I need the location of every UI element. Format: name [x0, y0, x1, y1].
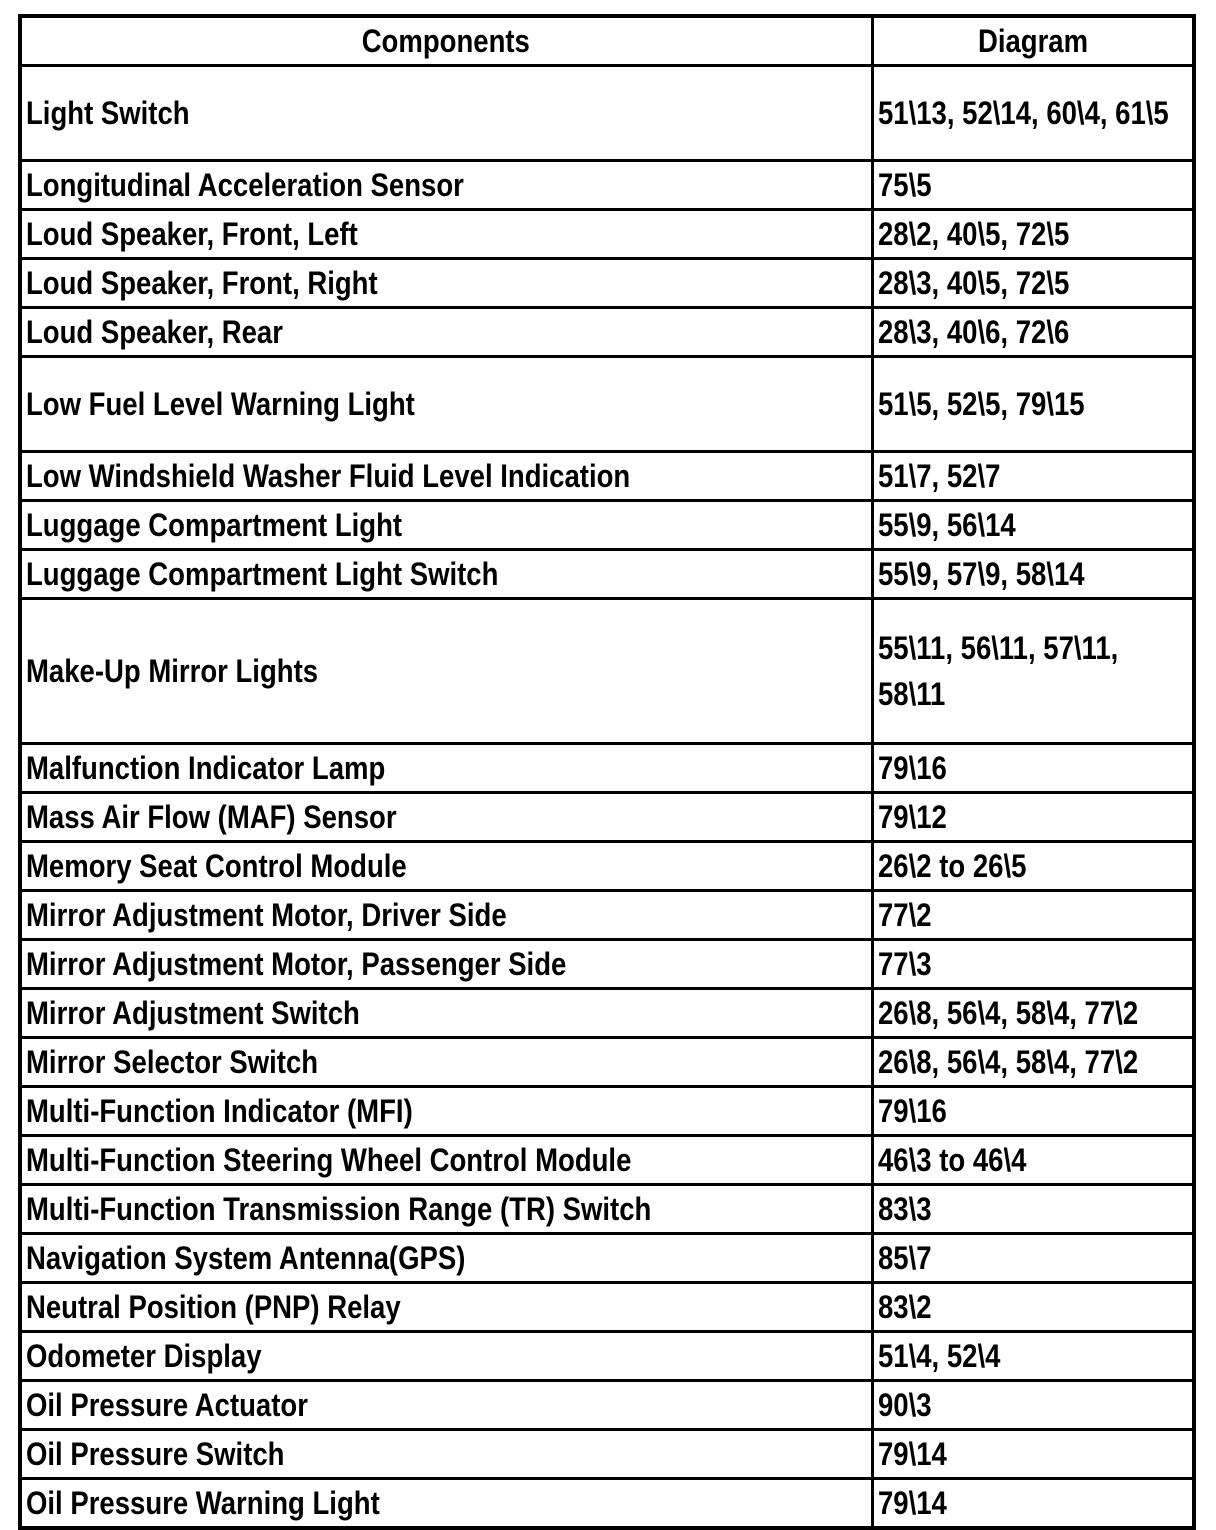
component-name: Oil Pressure Warning Light: [26, 1485, 380, 1521]
diagram-reference: 79\14: [877, 1436, 947, 1472]
diagram-cell: [872, 1038, 1194, 1087]
diagram-reference: 26\2 to 26\5: [877, 848, 1026, 884]
table-row: [20, 1234, 1194, 1283]
component-name: Low Fuel Level Warning Light: [26, 386, 415, 422]
component-cell: [20, 1283, 872, 1332]
diagram-reference: 79\16: [877, 1093, 947, 1129]
component-cell: [20, 1234, 872, 1283]
diagram-reference: 83\3: [877, 1191, 932, 1227]
component-name: Loud Speaker, Front, Right: [26, 265, 378, 301]
diagram-cell: [872, 259, 1194, 308]
table-row: [20, 1381, 1194, 1430]
diagram-reference: 77\3: [877, 946, 932, 982]
component-cell: [20, 891, 872, 940]
component-cell: [20, 1430, 872, 1479]
diagram-reference: 28\3, 40\5, 72\5: [877, 265, 1069, 301]
component-cell: [20, 161, 872, 210]
component-cell: [20, 793, 872, 842]
component-name: Luggage Compartment Light: [26, 507, 403, 543]
component-name: Multi-Function Transmission Range (TR) Switch: [26, 1191, 652, 1227]
component-cell: [20, 550, 872, 599]
table-row: [20, 744, 1194, 793]
diagram-cell: [872, 1185, 1194, 1234]
table-row: [20, 1332, 1194, 1381]
table-row: [20, 842, 1194, 891]
component-name: Multi-Function Indicator (MFI): [26, 1093, 413, 1129]
component-name: Mirror Selector Switch: [26, 1044, 319, 1080]
table-row: [20, 940, 1194, 989]
diagram-reference: 51\7, 52\7: [877, 458, 1000, 494]
table-row: [20, 210, 1194, 259]
table-row: [20, 1185, 1194, 1234]
component-name: Mirror Adjustment Motor, Passenger Side: [26, 946, 567, 982]
component-cell: [20, 1381, 872, 1430]
component-cell: [20, 599, 872, 744]
diagram-cell: [872, 940, 1194, 989]
diagram-reference: 83\2: [877, 1289, 932, 1325]
component-cell: [20, 308, 872, 357]
component-name: Mirror Adjustment Motor, Driver Side: [26, 897, 507, 933]
table-row: [20, 793, 1194, 842]
component-name: Mirror Adjustment Switch: [26, 995, 360, 1031]
diagram-reference: 55\9, 56\14: [877, 507, 1016, 543]
diagram-reference: 51\4, 52\4: [877, 1338, 1000, 1374]
header-diagram: Diagram: [872, 16, 1194, 66]
diagram-cell: [872, 1087, 1194, 1136]
component-cell: [20, 989, 872, 1038]
component-name: Luggage Compartment Light Switch: [26, 556, 499, 592]
component-name: Neutral Position (PNP) Relay: [26, 1289, 401, 1325]
table-row: [20, 1479, 1194, 1529]
diagram-reference: 55\11, 56\11, 57\11, 58\11: [877, 630, 1118, 712]
diagram-cell: [872, 161, 1194, 210]
diagram-reference: 85\7: [877, 1240, 932, 1276]
component-name: Loud Speaker, Rear: [26, 314, 283, 350]
diagram-reference: 90\3: [877, 1387, 932, 1423]
table-row: [20, 1430, 1194, 1479]
table-row: [20, 1038, 1194, 1087]
component-name: Loud Speaker, Front, Left: [26, 216, 358, 252]
table-row: [20, 891, 1194, 940]
component-cell: [20, 259, 872, 308]
component-cell: [20, 1332, 872, 1381]
component-name: Low Windshield Washer Fluid Level Indication: [26, 458, 631, 494]
component-name: Oil Pressure Actuator: [26, 1387, 308, 1423]
table-row: [20, 308, 1194, 357]
table-row: [20, 599, 1194, 744]
diagram-cell: [872, 550, 1194, 599]
table-row: [20, 1283, 1194, 1332]
component-cell: [20, 1038, 872, 1087]
diagram-reference: 28\3, 40\6, 72\6: [877, 314, 1069, 350]
component-cell: [20, 210, 872, 259]
component-name: Navigation System Antenna(GPS): [26, 1240, 466, 1276]
component-name: Mass Air Flow (MAF) Sensor: [26, 799, 397, 835]
table-row: [20, 989, 1194, 1038]
component-cell: [20, 1136, 872, 1185]
diagram-cell: [872, 210, 1194, 259]
diagram-reference: 77\2: [877, 897, 932, 933]
table-row: [20, 452, 1194, 501]
component-cell: [20, 357, 872, 452]
diagram-cell: [872, 744, 1194, 793]
component-cell: [20, 452, 872, 501]
table-row: [20, 550, 1194, 599]
table-row: [20, 259, 1194, 308]
component-name: Oil Pressure Switch: [26, 1436, 285, 1472]
component-name: Light Switch: [26, 95, 190, 131]
table-row: [20, 161, 1194, 210]
component-name: Multi-Function Steering Wheel Control Module: [26, 1142, 632, 1178]
components-diagram-table: [18, 14, 1196, 1530]
diagram-reference: 79\12: [877, 799, 947, 835]
diagram-cell: [872, 599, 1194, 744]
diagram-reference: 75\5: [877, 167, 932, 203]
diagram-cell: [872, 1332, 1194, 1381]
component-name: Make-Up Mirror Lights: [26, 653, 319, 689]
diagram-cell: [872, 501, 1194, 550]
diagram-cell: [872, 1234, 1194, 1283]
component-cell: [20, 744, 872, 793]
diagram-cell: [872, 1479, 1194, 1529]
diagram-reference: 79\14: [877, 1485, 947, 1521]
component-name: Memory Seat Control Module: [26, 848, 407, 884]
diagram-reference: 51\5, 52\5, 79\15: [877, 386, 1085, 422]
diagram-reference: 26\8, 56\4, 58\4, 77\2: [877, 1044, 1138, 1080]
table-row: [20, 357, 1194, 452]
diagram-reference: 46\3 to 46\4: [877, 1142, 1026, 1178]
table-row: [20, 1136, 1194, 1185]
diagram-cell: [872, 989, 1194, 1038]
component-name: Malfunction Indicator Lamp: [26, 750, 386, 786]
diagram-cell: [872, 842, 1194, 891]
diagram-reference: 28\2, 40\5, 72\5: [877, 216, 1069, 252]
diagram-cell: [872, 308, 1194, 357]
diagram-cell: [872, 1430, 1194, 1479]
diagram-cell: [872, 1283, 1194, 1332]
component-cell: [20, 1185, 872, 1234]
table-row: [20, 501, 1194, 550]
component-cell: [20, 1087, 872, 1136]
component-cell: [20, 66, 872, 161]
component-cell: [20, 940, 872, 989]
diagram-reference: 51\13, 52\14, 60\4, 61\5: [877, 95, 1169, 131]
diagram-reference: 79\16: [877, 750, 947, 786]
component-cell: [20, 842, 872, 891]
diagram-cell: [872, 357, 1194, 452]
diagram-reference: 26\8, 56\4, 58\4, 77\2: [877, 995, 1138, 1031]
diagram-cell: [872, 66, 1194, 161]
diagram-cell: [872, 891, 1194, 940]
header-row: [20, 16, 1194, 66]
diagram-cell: [872, 1381, 1194, 1430]
table-row: [20, 1087, 1194, 1136]
component-cell: [20, 1479, 872, 1529]
diagram-cell: [872, 793, 1194, 842]
component-name: Odometer Display: [26, 1338, 262, 1374]
component-name: Longitudinal Acceleration Sensor: [26, 167, 464, 203]
diagram-cell: [872, 1136, 1194, 1185]
table-row: [20, 66, 1194, 161]
component-cell: [20, 501, 872, 550]
diagram-reference: 55\9, 57\9, 58\14: [877, 556, 1085, 592]
diagram-cell: [872, 452, 1194, 501]
header-components: Components: [20, 16, 872, 66]
